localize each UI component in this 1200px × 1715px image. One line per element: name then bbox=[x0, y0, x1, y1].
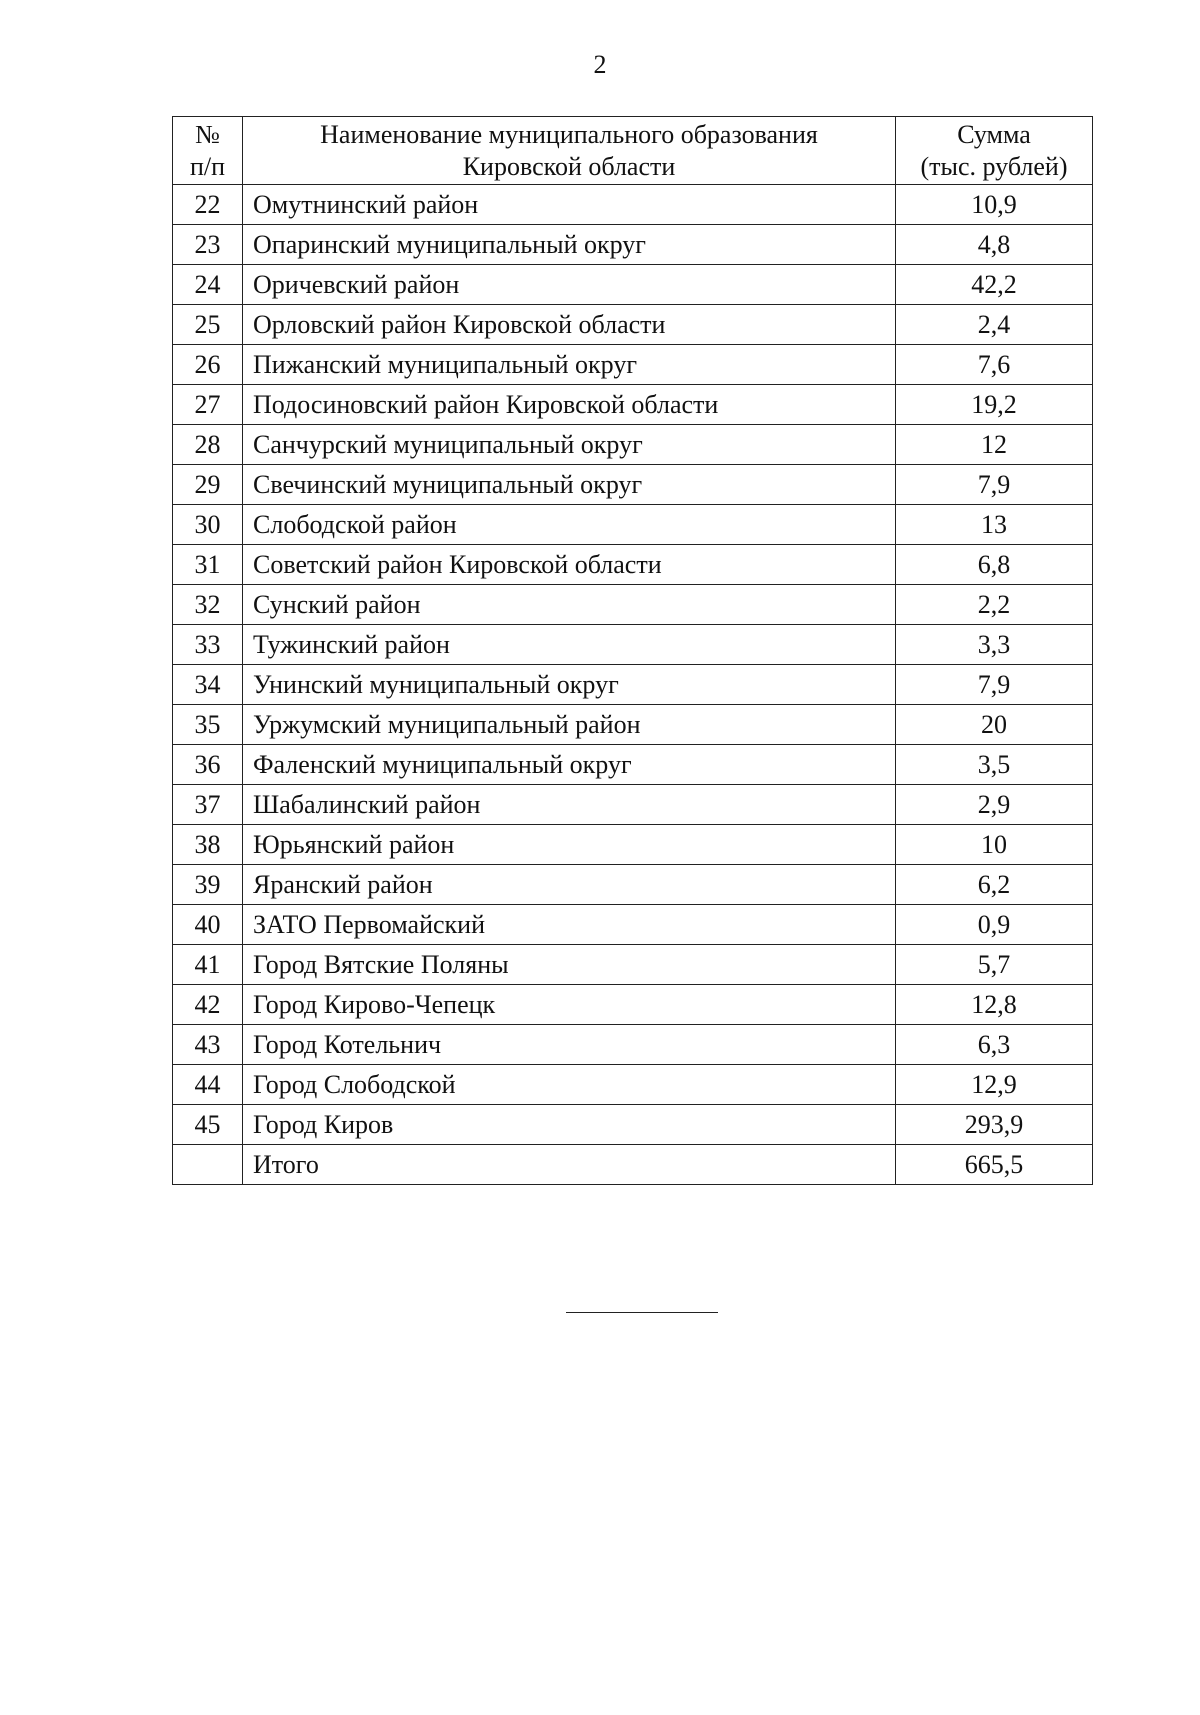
row-number: 34 bbox=[173, 665, 243, 705]
total-row bbox=[173, 1145, 1093, 1185]
row-number: 33 bbox=[173, 625, 243, 665]
row-name: Тужинский район bbox=[243, 625, 896, 665]
row-name: Город Слободской bbox=[243, 1065, 896, 1105]
row-name: Шабалинский район bbox=[243, 785, 896, 825]
row-name: Советский район Кировской области bbox=[243, 545, 896, 585]
table-row bbox=[173, 1105, 1093, 1145]
row-number: 45 bbox=[173, 1105, 243, 1145]
table-row bbox=[173, 625, 1093, 665]
row-sum: 2,9 bbox=[896, 785, 1093, 825]
row-name: Опаринский муниципальный округ bbox=[243, 225, 896, 265]
row-sum: 20 bbox=[896, 705, 1093, 745]
row-sum: 12 bbox=[896, 425, 1093, 465]
table-row bbox=[173, 225, 1093, 265]
row-name: ЗАТО Первомайский bbox=[243, 905, 896, 945]
table-row bbox=[173, 465, 1093, 505]
table-row bbox=[173, 665, 1093, 705]
row-number: 44 bbox=[173, 1065, 243, 1105]
row-name: Пижанский муниципальный округ bbox=[243, 345, 896, 385]
row-number: 32 bbox=[173, 585, 243, 625]
header-name-line1: Наименование муниципального образования bbox=[320, 120, 818, 149]
row-sum: 19,2 bbox=[896, 385, 1093, 425]
row-sum: 13 bbox=[896, 505, 1093, 545]
row-number: 41 bbox=[173, 945, 243, 985]
row-number: 38 bbox=[173, 825, 243, 865]
row-number: 39 bbox=[173, 865, 243, 905]
row-name: Город Кирово-Чепецк bbox=[243, 985, 896, 1025]
row-number: 27 bbox=[173, 385, 243, 425]
table-row bbox=[173, 545, 1093, 585]
row-name: Уржумский муниципальный район bbox=[243, 705, 896, 745]
table-row bbox=[173, 705, 1093, 745]
row-sum: 293,9 bbox=[896, 1105, 1093, 1145]
row-name: Юрьянский район bbox=[243, 825, 896, 865]
row-sum: 6,2 bbox=[896, 865, 1093, 905]
row-number: 23 bbox=[173, 225, 243, 265]
row-sum: 42,2 bbox=[896, 265, 1093, 305]
row-number: 22 bbox=[173, 185, 243, 225]
row-number: 25 bbox=[173, 305, 243, 345]
row-name: Сунский район bbox=[243, 585, 896, 625]
row-sum: 10,9 bbox=[896, 185, 1093, 225]
table-row bbox=[173, 385, 1093, 425]
table-row bbox=[173, 865, 1093, 905]
row-name: Слободской район bbox=[243, 505, 896, 545]
row-sum: 2,4 bbox=[896, 305, 1093, 345]
row-sum: 10 bbox=[896, 825, 1093, 865]
total-label: Итого bbox=[243, 1145, 896, 1185]
row-sum: 2,2 bbox=[896, 585, 1093, 625]
table-row bbox=[173, 1025, 1093, 1065]
row-number: 26 bbox=[173, 345, 243, 385]
row-sum: 0,9 bbox=[896, 905, 1093, 945]
table-row bbox=[173, 305, 1093, 345]
row-name: Подосиновский район Кировской области bbox=[243, 385, 896, 425]
row-sum: 6,3 bbox=[896, 1025, 1093, 1065]
table-header bbox=[173, 117, 1093, 185]
table-row bbox=[173, 785, 1093, 825]
row-name: Омутнинский район bbox=[243, 185, 896, 225]
row-number: 36 bbox=[173, 745, 243, 785]
table-row bbox=[173, 985, 1093, 1025]
row-sum: 6,8 bbox=[896, 545, 1093, 585]
table-body bbox=[173, 185, 1093, 1185]
row-name: Город Вятские Поляны bbox=[243, 945, 896, 985]
row-sum: 12,8 bbox=[896, 985, 1093, 1025]
header-name bbox=[243, 117, 896, 185]
row-number: 42 bbox=[173, 985, 243, 1025]
header-row bbox=[173, 117, 1093, 185]
row-sum: 7,6 bbox=[896, 345, 1093, 385]
table-row bbox=[173, 345, 1093, 385]
row-name: Санчурский муниципальный округ bbox=[243, 425, 896, 465]
table-row bbox=[173, 425, 1093, 465]
header-number-line1: № bbox=[195, 120, 220, 149]
row-number: 30 bbox=[173, 505, 243, 545]
row-sum: 3,5 bbox=[896, 745, 1093, 785]
header-name-line2: Кировской области bbox=[462, 152, 676, 181]
table-row bbox=[173, 905, 1093, 945]
header-number bbox=[173, 117, 243, 185]
header-sum bbox=[896, 117, 1093, 185]
row-name: Оричевский район bbox=[243, 265, 896, 305]
row-number: 29 bbox=[173, 465, 243, 505]
row-sum: 4,8 bbox=[896, 225, 1093, 265]
row-name: Фаленский муниципальный округ bbox=[243, 745, 896, 785]
row-number: 28 bbox=[173, 425, 243, 465]
row-name: Унинский муниципальный округ bbox=[243, 665, 896, 705]
closing-divider bbox=[566, 1312, 718, 1313]
table-row bbox=[173, 745, 1093, 785]
row-name: Яранский район bbox=[243, 865, 896, 905]
row-number: 24 bbox=[173, 265, 243, 305]
table-row bbox=[173, 945, 1093, 985]
header-sum-line2: (тыс. рублей) bbox=[920, 152, 1068, 181]
row-sum: 7,9 bbox=[896, 665, 1093, 705]
total-sum: 665,5 bbox=[896, 1145, 1093, 1185]
allocation-table bbox=[172, 116, 1093, 1185]
table-row bbox=[173, 585, 1093, 625]
table-row bbox=[173, 185, 1093, 225]
row-sum: 12,9 bbox=[896, 1065, 1093, 1105]
header-number-line2: п/п bbox=[189, 152, 226, 181]
table-row bbox=[173, 505, 1093, 545]
row-number: 43 bbox=[173, 1025, 243, 1065]
row-name: Город Котельнич bbox=[243, 1025, 896, 1065]
row-sum: 5,7 bbox=[896, 945, 1093, 985]
table-row bbox=[173, 265, 1093, 305]
header-sum-line1: Сумма bbox=[957, 120, 1031, 149]
page-number: 2 bbox=[593, 50, 607, 79]
row-number: 31 bbox=[173, 545, 243, 585]
row-name: Город Киров bbox=[243, 1105, 896, 1145]
table-row bbox=[173, 1065, 1093, 1105]
row-sum: 7,9 bbox=[896, 465, 1093, 505]
row-name: Свечинский муниципальный округ bbox=[243, 465, 896, 505]
table-row bbox=[173, 825, 1093, 865]
row-name: Орловский район Кировской области bbox=[243, 305, 896, 345]
row-number: 40 bbox=[173, 905, 243, 945]
row-number: 37 bbox=[173, 785, 243, 825]
total-number bbox=[173, 1145, 243, 1185]
row-number: 35 bbox=[173, 705, 243, 745]
row-sum: 3,3 bbox=[896, 625, 1093, 665]
